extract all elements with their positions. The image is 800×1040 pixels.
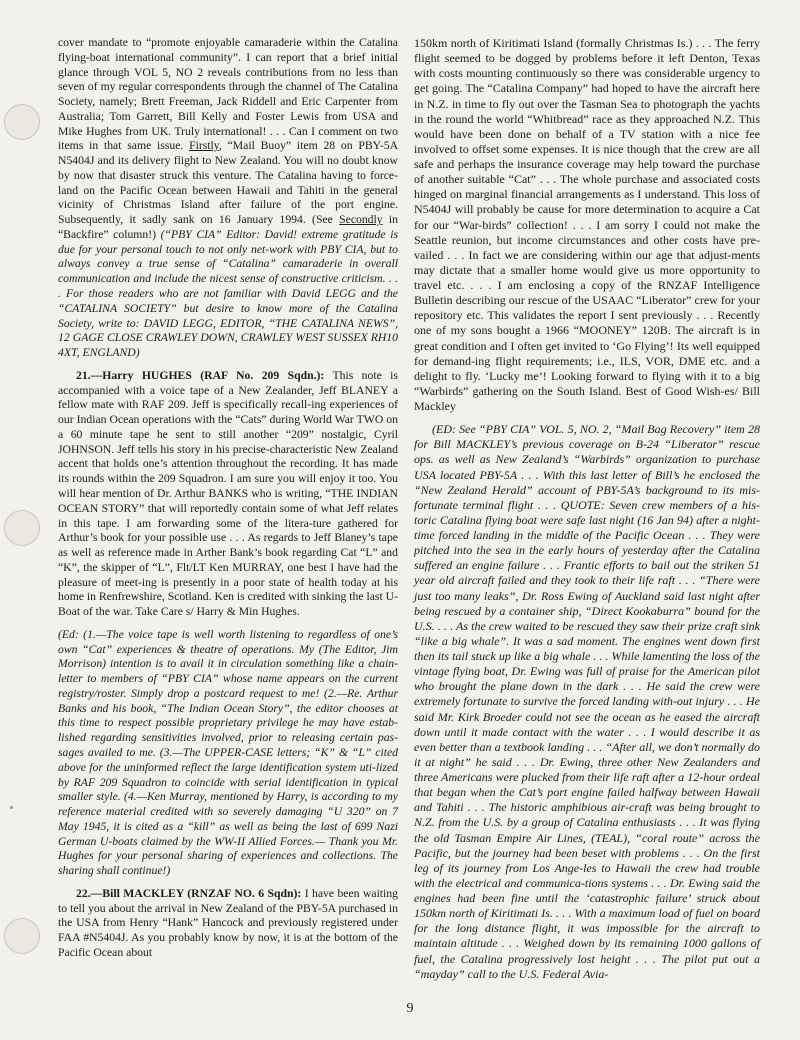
item-heading: 22.—Bill MACKLEY (RNZAF NO. 6 Sqdn):: [76, 886, 302, 900]
left-column: [58, 36, 398, 969]
editor-note: (ED: See “PBY CIA” VOL. 5, NO. 2, “Mail Bag Recovery” item 28 for Bill MACKLEY’s previous coverage on B-24 “Liberator” rescue ops. as well as New Zealand’s “Warbirds” organization to purchase USA located PBY-5A . . . With this last letter of Bill’s he enclosed the “New Zealand Herald” account of PBY-5A’s background to its mis-fortunate terminal flight . . . QUOTE: Seven crew members of a his-toric Catalina flying boat were safe last night (16 Jan 94) after a night-time forced landing in the middle of the Pacific Ocean . . . They were pitched into the sea in the early hours of yesterday after the Catalina suffered an engine failure . . . Frantic efforts to bail out the striken 51 year old aircraft failed and they took to their life raft . . . “There were just too many leaks”, Dr. Ross Ewing of Auckland said last night after being rescued by a container ship, “Direct Kookaburra” bound for the U.S. . . . As the crew waited to be rescued they saw their prize craft sink “like a big whale”. It was a sad moment. The engines went down first then its tail stuck up like a big whale . . . While lamenting the loss of the vintage flying boat, Dr. Ewing was full of praise for the American pilot who brought the plane down in the dark . . . He said the crew were extremely fortunate to survive the forced landing with-out injury . . . He said Mr. Kirk Broeder could not see the ocean as he eased the aircraft down until it made contact with the water . . . I would describe it as even better than a textbook landing . . . “After all, we don’t normally do it at night” he said . . . Dr. Ewing, three other New Zealanders and three Americans were plucked from their life raft after a 12-hour ordeal that began when the Cat’s port engine failed halfway between Hawaii and Tahiti . . . The historic amphibious air-craft was being brought to N.Z. from the U.S. by a group of Catalina enthusiasts . . . It was flying the old Tasman Empire Air Lines, (TEAL), “coral route” across the Pacific, but the journey had been beset with problems . . . On the first leg of its journey from Los Ange-les to Hawaii the crew had trouble with the electrical and communica-tions systems . . . Dr. Ewing said the engines had been fine until the ‘catastrophic failure’ struck about 150km north of Kiritimati Is. . . . With a maximum load of fuel on board for the long distance flight, it was impossible for the aircraft to maintain altitude . . . Weighed down by its remaining 1000 gallons of fuel, the Catalina progressively lost height . . . The pilot put out a “mayday” call to the U.S. Federal Avia-: [414, 422, 760, 981]
item-heading: 21.—Harry HUGHES (RAF No. 209 Sqdn.):: [76, 368, 325, 382]
right-column: [414, 36, 760, 990]
paragraph-text: I have been waiting to tell you about the arrival in New Zealand of the PBY-5A purchased in the USA from Henry “Hank” Hancock and previously registered under FAA #N5404J. As you probably know by now, it is at the bottom of the Pacific Ocean about: [58, 886, 398, 959]
paragraph-text: This note is accompanied with a voice tape of a New Zealander, Jeff BLANEY a fellow mate with RAF 209. Jeff is specifically recall-ing experiences of our Indian Ocean operations with the “Cats” during World War TWO on a 60 minute tape he sent to still another “209” nostalgic, Cyril JOHNSON. Jeff tells his story in his precise-characteristic New Zealand accent that holds one’s attention throughout the recording. It has made its rounds within the 209 Squadron. I am sure you will enjoy it too. You will hear mention of Dr. Arthur BANKS who is writing, “THE INDIAN OCEAN STORY” that will reportedly contain some of what Jeff relates in this tape. I am forwarding some of the litera-ture gathered for Arthur’s book for your possible use . . . As regards to Jeff Blaney’s tape as well as reference made in Arther Bank’s book regarding Cat “L” and “K”, the skipper of “L”, Flt/LT Ken MURRAY, one best I have had the pleasure of meet-ing is presently in a poor state of health today at his home in Renfrewshire, Scotland. Ken is credited with sinking the last U-Boat of the war. Take Care s/ Harry & Min Hughes.: [58, 368, 398, 619]
underlined-word: Firstly: [189, 139, 219, 153]
paragraph-text: in “Backfire” column!): [58, 213, 399, 241]
editor-note: (Ed: (1.—The voice tape is well worth listening to regardless of one’s own “Cat” experiences & theatre of operations. My (The Editor, Jim Morrison) intention is to avail it in circulation something like a chain-letter to members of “PBY CIA” whose name appears on the current registry/roster. Simply drop a postcard request to me! (2.—Re. Arthur Banks and his book, “The Indian Ocean Story”, the editor chooses at this time to respect possible proprietary privilege he may have estab-lished regarding sensitivities involved, prior to releasing certain pas-sages availed to me. (3.—The UPPER-CASE letters; “K” & “L” cited above for the uninformed reflect the large identification system uti-lized by RAF 209 Squadron to coincide with serial identification in typical smaller style. (4.—Ken Murray, mentioned by Harry, is according to my reference material credited with so severely damaging “U 320” on 7 May 1945, it is cited as a “kill” as well as being the last of 699 Nazi German U-boats claimed by the WW-II Allied Forces.— Thank you Mr. Hughes for your personal sharing of experiences and collections. The sharing shall continue!): [58, 627, 398, 878]
punch-hole: [4, 918, 40, 954]
underlined-word: Secondly: [339, 213, 383, 227]
letter-item-22: [58, 887, 398, 961]
editor-note: (“PBY CIA” Editor: David! extreme gratitude is due for your personal touch to not only net-work with PBY CIA, but to always convey a true sense of “Catalina” camaraderie in overall communication and include the nicest sense of constructive criticism. . . . For those readers who are not familiar with David LEGG and the “CATALINA SOCIETY” but desire to know more of the Catalina Society, write to: DAVID LEGG, EDITOR, “THE CATALINA NEWS”, 12 GAGE CLOSE CRAWLEY DOWN, CRAWLEY WEST SUSSEX RH10 4XT, ENGLAND): [58, 227, 398, 360]
paragraph-text: , “Mail Buoy” item 28 on PBY-5A N5404J and its delivery flight to New Zealand. You will no doubt know by now that disaster struck this venture. The Catalina having to force-land on the Pacific Ocean between Hawaii and Tahiti in the general vicinity of Christmas Island after failure of the port engine. Subsequently, it sadly sank on 16 January 1994. (See: [58, 139, 399, 227]
punch-hole: [4, 510, 40, 546]
scan-speck: [10, 806, 13, 809]
page-number: 9: [406, 1001, 414, 1016]
paragraph-continuation: [58, 36, 398, 361]
paragraph-continuation: 150km north of Kiritimati Island (formally Christmas Is.) . . . The ferry flight seemed to be dogged by problems before it left Denton, Texas with costs mounting continuously so there was considerable urgency to get going. The “Catalina Company” had hoped to have the aircraft here in N.Z. in time to fly out over the Tasman Sea to photograph the yachts in the round the world “Whitbread” race as they approached N.Z. This would have been done on behalf of a TV station with a nice fee involved to offset some expenses. It is nice though that the crew are all safe and perhaps the insurance coverage may help toward the purchase of another suitable “Cat” . . . The whole purchase and associated costs hinged on marginal financial arrangements as I understand. This loss of N5404J will probably be cause for more determination to acquire a Cat for our “War-birds” collection! . . . I am sorry I could not make the Seattle reunion, but income circumstances and other costs have pre-vailed . . . In fact we are considering within our age that adjust-ments may dictate that a smaller home would give us more opportunity to travel etc. . . . I am enclosing a copy of the RNZAF Intelligence Bulletin describing our rescue of the USAAC “Liberator” crew for your repository etc. This validates the report I sent previously . . . Recently one of my sons bought a 1966 “MOONEY” 120B. The aircraft is in great condition and I often get invited to ‘Go Flying’! Its well equipped for demand-ing flight requirements; i.e., ILS, VOR, DME etc. and a delight to fly. ‘Lucky me’! Looking forward to flying with it to a big “Warbirds” gathering on the South Island. Best of Good Wish-es/ Bill Mackley: [414, 36, 760, 413]
punch-hole: [4, 104, 40, 140]
paragraph-text: cover mandate to “promote enjoyable camaraderie within the Catalina flying-boat international community”. I can report that a brief initial glance through VOL 5, NO 2 reveals contributions from no less than seven of my regular correspondents through the channel of The Catalina Society, namely; Brett Freeman, Jack Riddell and Eric Carpenter from Australia; Tom Garrett, Bill Kelly and Foster Lewis from USA and Mike Hughes from UK. Truly international! . . . Can I comment on two items in that same issue.: [58, 36, 398, 153]
letter-item-21: [58, 369, 398, 620]
